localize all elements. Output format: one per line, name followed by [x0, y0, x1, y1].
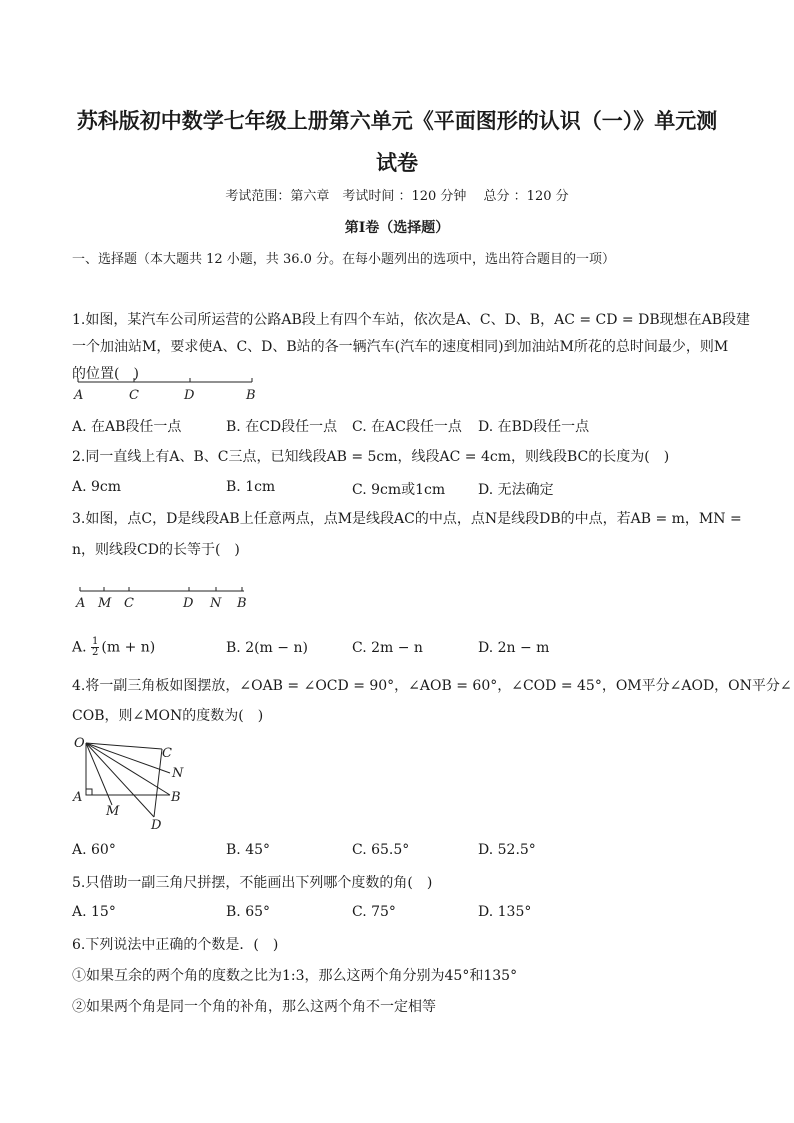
- exam-title: [60, 100, 734, 184]
- q1-option-b: B. 在CD段任一点: [226, 419, 338, 435]
- q3-label-m: M: [98, 596, 112, 611]
- q3-option-a-fraction: [91, 637, 99, 658]
- section-heading: 一、选择题（本大题共 12 小题，共 36.0 分。在每小题列出的选项中，选出符合题目的一项）: [72, 252, 616, 267]
- q3-label-d: D: [183, 596, 194, 611]
- q1-line-3: 的位置( ): [72, 366, 139, 382]
- q2-option-c: C. 9cm或1cm: [352, 482, 446, 498]
- q3-fraction-denominator: 2: [92, 647, 99, 658]
- q3-label-n: N: [210, 596, 222, 611]
- volume-heading: 第Ⅰ卷（选择题）: [344, 220, 450, 236]
- q1-segment-figure: [72, 372, 262, 404]
- q3-segment-figure: [72, 582, 262, 612]
- q5-line-1: 5.只借助一副三角尺拼摆，不能画出下列哪个度数的角( ): [72, 875, 433, 891]
- q4-option-d: D. 52.5°: [478, 842, 536, 858]
- q3-line-2: n，则线段CD的长等于( ): [72, 542, 240, 558]
- title-line-1: 苏科版初中数学七年级上册第六单元《平面图形的认识（一）》单元测: [76, 109, 718, 133]
- q4-label-a: A: [73, 790, 83, 805]
- q4-label-b: B: [171, 790, 181, 805]
- q2-option-a: A. 9cm: [72, 479, 122, 495]
- q1-label-d: D: [184, 388, 195, 403]
- q4-line-1: 4.将一副三角板如图摆放，∠OAB = ∠OCD = 90°，∠AOB = 60°，∠COD = 45°，OM平分∠AOD，ON平分∠: [72, 678, 792, 694]
- q5-option-c: C. 75°: [352, 904, 396, 920]
- q6-item-2: ②如果两个角是同一个角的补角，那么这两个角不一定相等: [72, 999, 436, 1015]
- q3-option-a: [72, 637, 155, 658]
- q3-option-a-prefix: A.: [72, 639, 92, 656]
- title-line-2: 试卷: [376, 151, 418, 175]
- q2-line-1: 2.同一直线上有A、B、C三点，已知线段AB = 5cm，线段AC = 4cm，则线段BC的长度为( ): [72, 449, 670, 465]
- q4-label-m: M: [106, 804, 120, 819]
- q4-option-a: A. 60°: [72, 842, 116, 858]
- q3-option-a-rest: (m + n): [101, 639, 156, 656]
- q1-label-c: C: [129, 388, 139, 403]
- exam-info: 考试范围：第六章 考试时间 ：120 分钟 总分 ：120 分: [225, 189, 569, 204]
- q4-label-c: C: [162, 746, 172, 761]
- q5-option-d: D. 135°: [478, 904, 532, 920]
- q3-line-1: 3.如图，点C，D是线段AB上任意两点，点M是线段AC的中点，点N是线段DB的中点，若AB = m，MN =: [72, 511, 742, 527]
- q4-triangle-figure: [70, 733, 200, 833]
- q3-fraction-numerator: 1: [92, 636, 99, 647]
- q3-label-c: C: [124, 596, 134, 611]
- q5-option-b: B. 65°: [226, 904, 271, 920]
- q1-option-c: C. 在AC段任一点: [352, 419, 462, 435]
- q3-option-d: D. 2n − m: [478, 640, 550, 656]
- q2-option-b: B. 1cm: [226, 479, 276, 495]
- q1-option-d: D. 在BD段任一点: [478, 419, 590, 435]
- q1-option-a: A. 在AB段任一点: [72, 419, 182, 435]
- q1-label-b: B: [246, 388, 256, 403]
- q4-option-c: C. 65.5°: [352, 842, 410, 858]
- q4-option-b: B. 45°: [226, 842, 271, 858]
- q1-label-a: A: [74, 388, 84, 403]
- q2-option-d: D. 无法确定: [478, 482, 554, 498]
- q5-option-a: A. 15°: [72, 904, 116, 920]
- q6-item-1: ①如果互余的两个角的度数之比为1:3，那么这两个角分别为45°和135°: [72, 968, 518, 984]
- q3-option-c: C. 2m − n: [352, 640, 423, 656]
- q4-label-d: D: [151, 818, 162, 833]
- q4-line-2: COB，则∠MON的度数为( ): [72, 708, 264, 724]
- q3-label-b: B: [237, 596, 247, 611]
- q4-label-o: O: [74, 736, 85, 751]
- q1-line-1: 1.如图，某汽车公司所运营的公路AB段上有四个车站，依次是A、C、D、B，AC = CD = DB现想在AB段建: [72, 312, 751, 328]
- q1-line-2: 一个加油站M，要求使A、C、D、B站的各一辆汽车(汽车的速度相同)到加油站M所花的总时间最少，则M: [72, 339, 729, 355]
- q6-line-1: 6.下列说法中正确的个数是．( ): [72, 937, 279, 953]
- q3-option-b: B. 2(m − n): [226, 640, 308, 656]
- q3-label-a: A: [76, 596, 86, 611]
- q4-label-n: N: [172, 766, 184, 781]
